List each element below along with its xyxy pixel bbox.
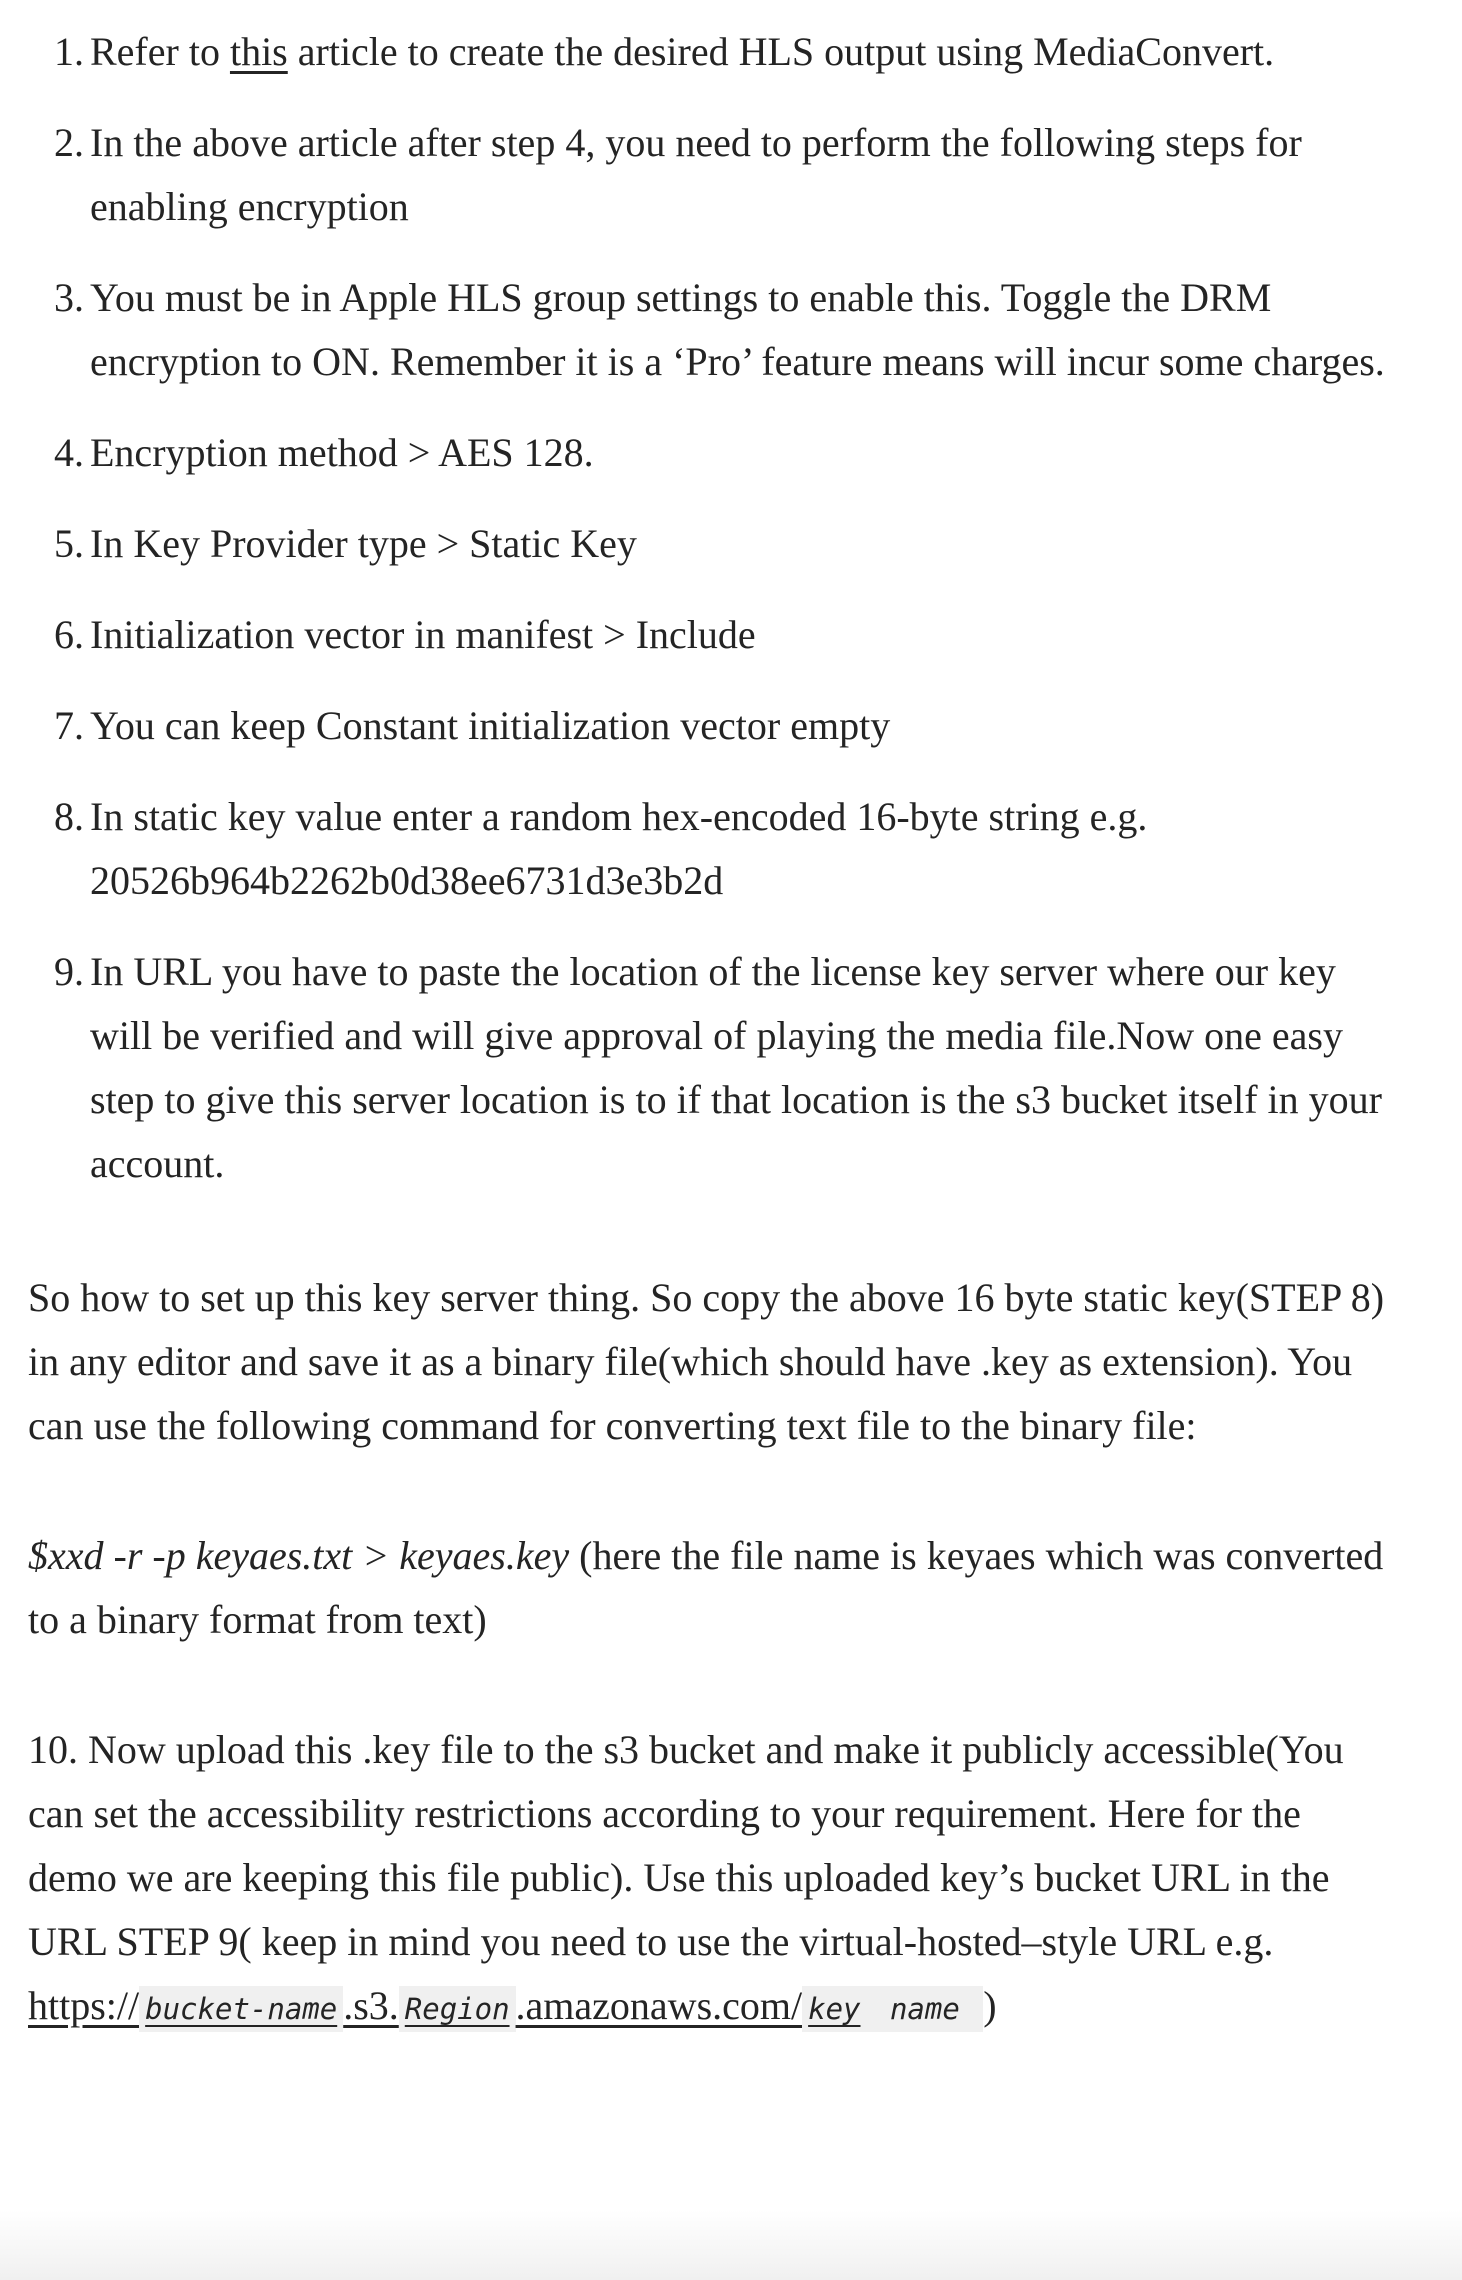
region-code[interactable]: Region — [399, 1986, 516, 2032]
list-item: 9. In URL you have to paste the location of the license key server where our key will be verified and will give approval of playing the media file.Now one easy step to give this server location is to if that location is the s3 bucket itself in your account. — [54, 949, 1382, 1186]
url-domain-link[interactable]: .amazonaws.com/ — [515, 1983, 803, 2028]
this-article-link[interactable]: this — [229, 29, 288, 74]
article-body — [28, 0, 1388, 2041]
list-item: 3. You must be in Apple HLS group settings to enable this. Toggle the DRM encryption to ON. Remember it is a ‘Pro’ feature means will incur some charges. — [54, 275, 1385, 384]
xxd-command: $xxd -r -p keyaes.txt > keyaes.key — [28, 1533, 570, 1578]
url-s3-link[interactable]: .s3. — [343, 1983, 399, 2028]
name-code: name — [867, 1986, 984, 2032]
list-item: 6. Initialization vector in manifest > Include — [54, 612, 756, 657]
key-code[interactable]: key — [802, 1986, 866, 2032]
url-https-link[interactable]: https:// — [28, 1983, 140, 2028]
steps-list — [28, 20, 1388, 1196]
list-item: 8. In static key value enter a random hex-encoded 16-byte string e.g. 20526b964b2262b0d38ee6731d3e3b2d — [54, 794, 1148, 903]
bucket-name-code[interactable]: bucket-name — [139, 1986, 343, 2032]
list-item: 1. Refer to this article to create the desired HLS output using MediaConvert. — [90, 20, 1388, 84]
setup-paragraph: So how to set up this key server thing. So copy the above 16 byte static key(STEP 8) in any editor and save it as a binary file(which should have .key as extension). You can use the following command for converting text file to the binary file: — [28, 1275, 1385, 1448]
bottom-fade — [0, 2210, 1462, 2280]
list-item: 2. In the above article after step 4, you need to perform the following steps for enabling encryption — [54, 120, 1302, 229]
list-item: 4. Encryption method > AES 128. — [54, 430, 594, 475]
list-item: 7. You can keep Constant initialization vector empty — [54, 703, 891, 748]
command-paragraph: $xxd -r -p keyaes.txt > keyaes.key (here the file name is keyaes which was converted to a binary format from text) — [28, 1533, 1384, 1642]
list-item: 5. In Key Provider type > Static Key — [54, 521, 637, 566]
list-number: 1. — [54, 29, 84, 74]
step-10-paragraph: 10. Now upload this .key file to the s3 bucket and make it publicly accessible(You can set the accessibility restrictions according to your requirement. Here for the demo we are keeping this file public). Use this uploaded key’s bucket URL in the URL STEP 9( keep in mind you need to use the virtual-hosted–style URL e.g. https:// bucket-name .s3. Region .amazonaws.com/ key name ) — [28, 1718, 1388, 2041]
